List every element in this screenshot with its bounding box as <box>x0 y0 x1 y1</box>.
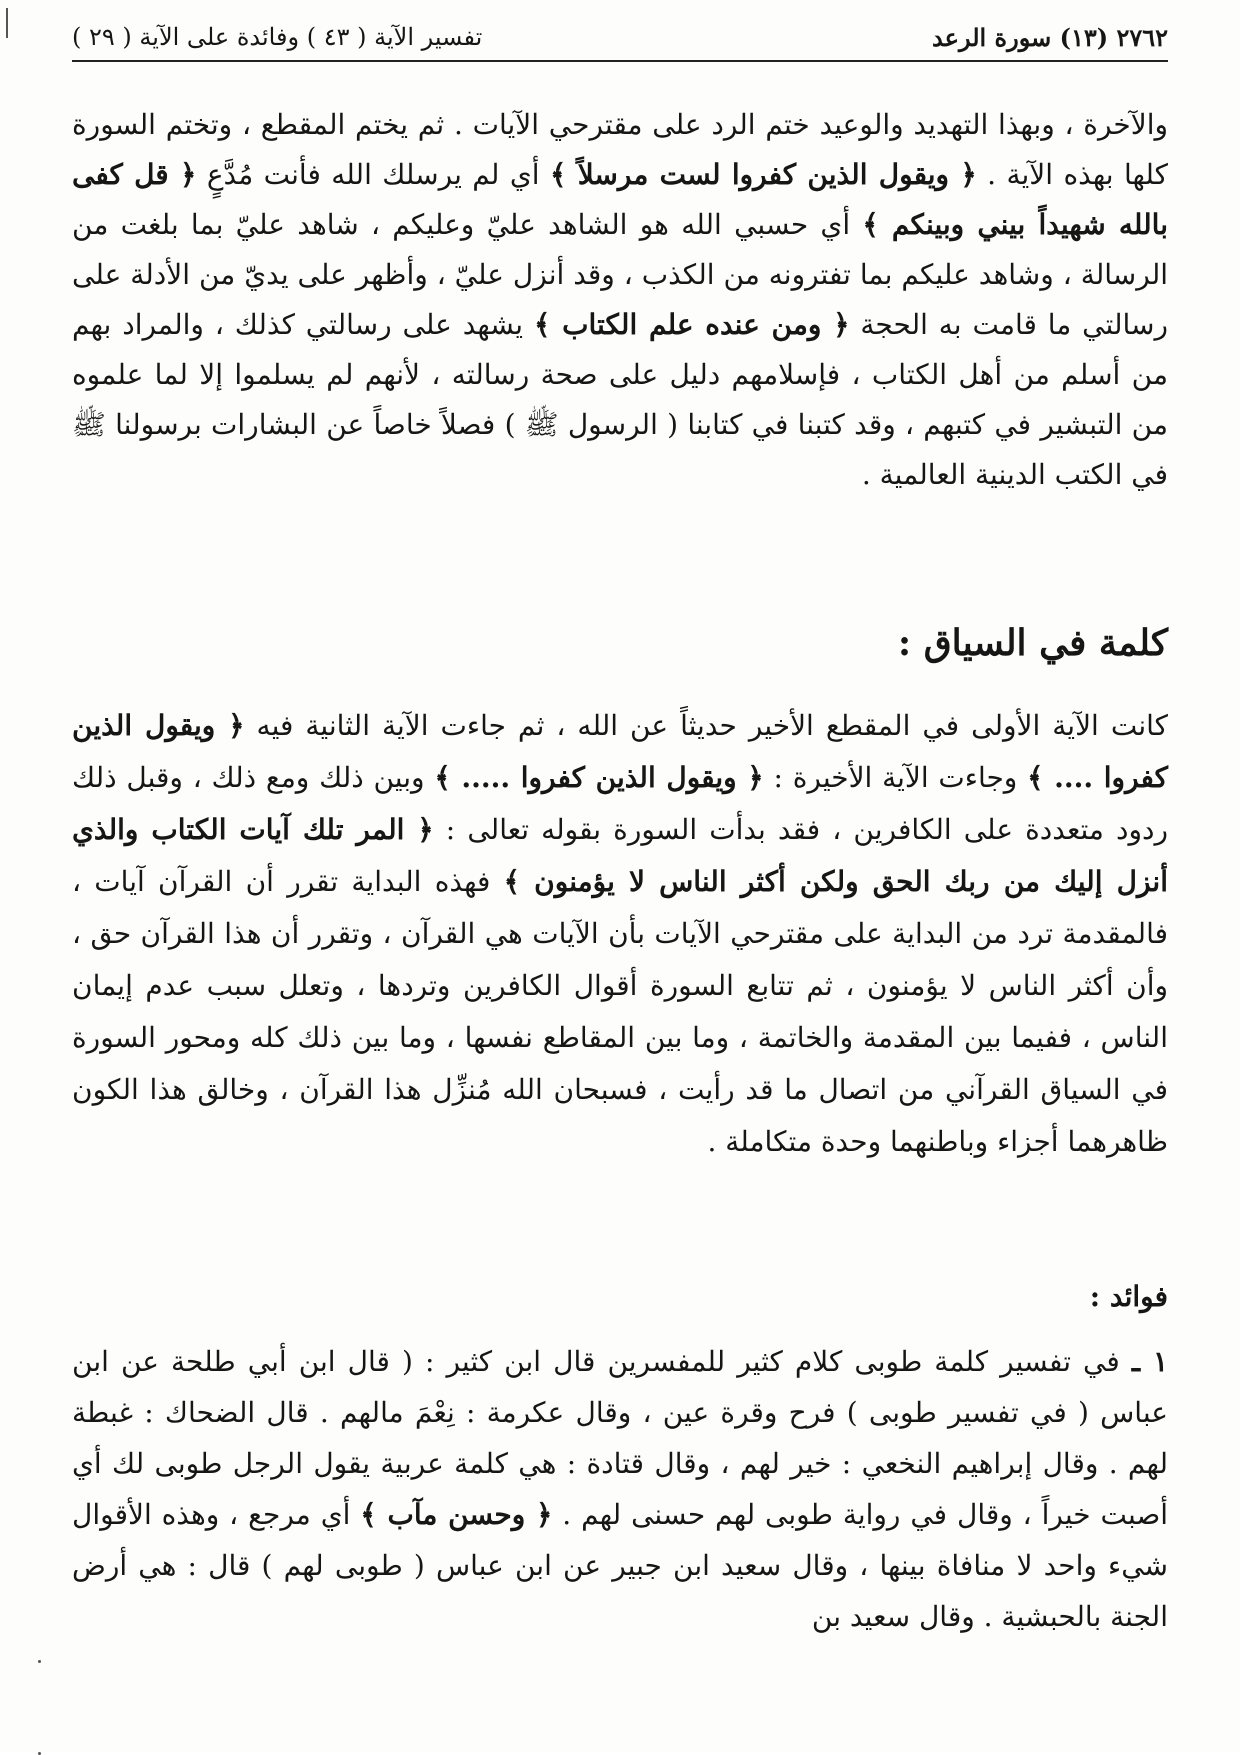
heading-benefits: فوائد : <box>1089 1280 1168 1313</box>
text-segment: أي لم يرسلك الله فأنت مُدَّعٍ <box>196 158 551 191</box>
item-number: ١ ـ <box>1131 1345 1169 1378</box>
quran-quote: ﴿ ويقول الذين كفروا لست مرسلاً ﴾ <box>550 158 977 191</box>
quran-quote: ﴿ قل كفى بالله شهيداً بيني وبينكم ﴾ <box>72 158 1168 241</box>
paragraph-benefits <box>72 1336 1168 1642</box>
text-segment: يشهد على رسالتي كذلك ، والمراد بهم من أسلم من أهل الكتاب ، فإسلامهم دليل على صحة رسالته ، لأنهم لم يسلموا إلا لما علموه من التبشير في كتبهم ، وقد كتبنا في كتابنا ( الرسول ﷺ ) فصلاً خاصاً عن البشارات برسولنا ﷺ في الكتب الدينية العالمية . <box>72 308 1168 491</box>
text-segment: فهذه البداية تقرر أن القرآن آيات ، فالمقدمة ترد من البداية على مقترحي الآيات بأن الآيات هي القرآن ، وتقرر أن هذا القرآن حق ، وأن أكثر الناس لا يؤمنون ، ثم تتابع السورة أقوال الكافرين وتردها ، وتعلل سبب عدم إيمان الناس ، ففيما بين المقدمة والخاتمة ، وما بين المقاطع نفسها ، وما بين ذلك كله ومحور السورة في السياق القرآني من اتصال ما قد رأيت ، فسبحان الله مُنزِّل هذا القرآن ، وخالق هذا الكون ظاهرهما أجزاء وباطنهما وحدة متكاملة . <box>72 865 1168 1158</box>
header-section-title: تفسير الآية ( ٤٣ ) وفائدة على الآية ( ٢٩ ) <box>72 23 483 51</box>
text-segment: والآخرة ، وبهذا التهديد والوعيد ختم الرد على مقترحي الآيات . ثم يختم المقطع ، وتختم السورة كلها بهذه الآية . <box>72 108 1169 191</box>
text-segment: أي مرجع ، وهذه الأقوال شيء واحد لا منافاة بينها ، وقال سعيد ابن جبير عن ابن عباس ( طوبى لهم ) قال : هي أرض الجنة بالحبشية . وقال سعيد بن <box>72 1498 1168 1633</box>
text-segment: في تفسير كلمة طوبى كلام كثير للمفسرين قال ابن كثير : ( قال ابن أبي طلحة عن ابن عباس ( في تفسير طوبى ) فرح وقرة عين ، وقال عكرمة : نِعْمَ مالهم . قال الضحاك : غبطة لهم . وقال إبراهيم النخعي : خير لهم ، وقال قتادة : هي كلمة عربية يقول الرجل طوبى لك أي أصبت خيراً ، وقال في رواية طوبى لهم حسنى لهم . <box>72 1345 1168 1531</box>
quran-quote: ﴿ ويقول الذين كفروا .... ﴾ <box>72 709 1169 794</box>
quran-quote: ﴿ ومن عنده علم الكتاب ﴾ <box>533 308 850 341</box>
paragraph-commentary <box>72 100 1168 500</box>
quran-quote: ﴿ وحسن مآب ﴾ <box>360 1498 553 1531</box>
running-header <box>72 14 1168 62</box>
text-segment: كانت الآية الأولى في المقطع الأخير حديثاً عن الله ، ثم جاءت الآية الثانية فيه <box>244 709 1168 742</box>
text-segment: وجاءت الآية الأخيرة : <box>763 761 1028 794</box>
header-page-and-sura: ٢٧٦٢ (١٣) سورة الرعد <box>932 22 1168 52</box>
text-segment: أي حسبي الله هو الشاهد عليّ وعليكم ، شاهد عليّ بما بلغت من الرسالة ، وشاهد عليكم بما تفترونه من الكذب ، وقد أنزل عليّ ، وأظهر على يديّ من الأدلة على رسالتي ما قامت به الحجة <box>72 208 1168 341</box>
text-segment: وبين ذلك ومع ذلك ، وقبل ذلك ردود متعددة على الكافرين ، فقد بدأت السورة بقوله تعالى : <box>72 761 1168 846</box>
scan-speck <box>38 1660 41 1663</box>
margin-mark <box>6 8 8 38</box>
quran-quote: ﴿ ويقول الذين كفروا ..... ﴾ <box>434 761 764 794</box>
paragraph-context <box>72 700 1168 1168</box>
quran-quote: ﴿ المر تلك آيات الكتاب والذي أنزل إليك من ربك الحق ولكن أكثر الناس لا يؤمنون ﴾ <box>72 813 1168 898</box>
heading-context: كلمة في السياق : <box>897 622 1168 664</box>
